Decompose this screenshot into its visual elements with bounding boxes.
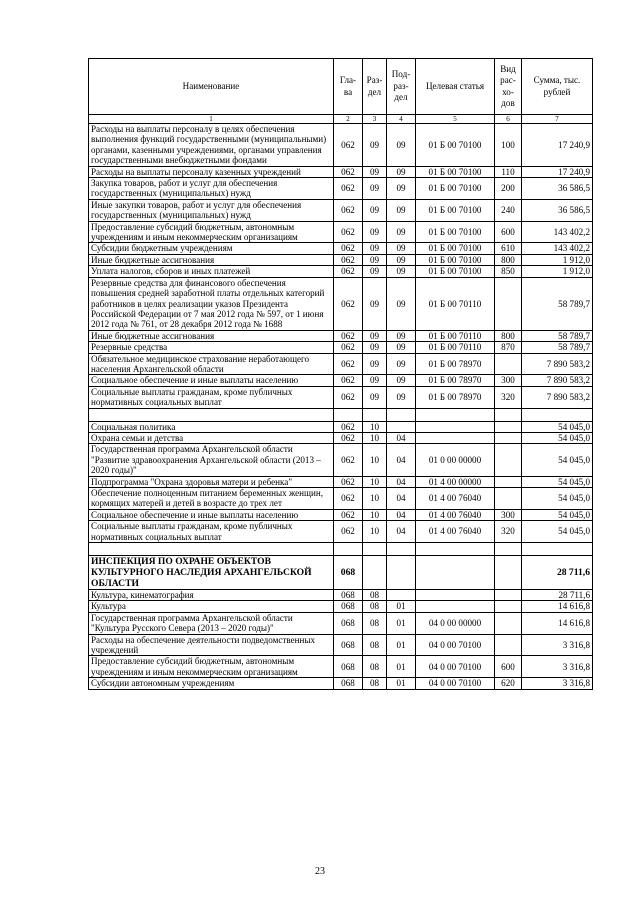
row-sum [522, 543, 593, 556]
row-section: 08 [363, 656, 387, 678]
row-target-article [416, 408, 495, 421]
row-section: 09 [363, 375, 387, 386]
table-row [89, 375, 593, 386]
row-subsection: 01 [387, 601, 416, 612]
table-row [89, 166, 593, 177]
table-row [89, 124, 593, 167]
row-target-article [416, 421, 495, 432]
row-chapter: 068 [334, 634, 363, 656]
row-target-article: 04 0 00 70100 [416, 634, 495, 656]
table-row [89, 634, 593, 656]
row-subsection: 09 [387, 277, 416, 330]
row-subsection: 09 [387, 266, 416, 277]
row-subsection [387, 590, 416, 601]
row-expense-type [495, 432, 522, 443]
row-expense-type: 620 [495, 678, 522, 689]
row-section: 09 [363, 254, 387, 265]
row-name [89, 408, 334, 421]
row-chapter: 068 [334, 556, 363, 590]
row-expense-type: 800 [495, 254, 522, 265]
row-subsection [387, 421, 416, 432]
row-section: 10 [363, 432, 387, 443]
row-chapter: 062 [334, 476, 363, 487]
row-target-article: 01 Б 00 70100 [416, 221, 495, 243]
row-chapter: 062 [334, 488, 363, 510]
row-target-article: 01 4 00 76040 [416, 509, 495, 520]
row-subsection: 01 [387, 634, 416, 656]
row-sum: 54 045,0 [522, 421, 593, 432]
table-row [89, 432, 593, 443]
row-sum: 54 045,0 [522, 432, 593, 443]
row-name: Иные закупки товаров, работ и услуг для обеспечения государственных (муниципальных) нужд [89, 199, 334, 221]
row-sum: 143 402,2 [522, 221, 593, 243]
row-chapter: 062 [334, 386, 363, 408]
row-section: 09 [363, 386, 387, 408]
row-expense-type: 320 [495, 521, 522, 543]
row-chapter: 062 [334, 221, 363, 243]
row-sum: 3 316,8 [522, 634, 593, 656]
row-expense-type [495, 488, 522, 510]
row-chapter: 062 [334, 432, 363, 443]
row-section: 09 [363, 277, 387, 330]
row-chapter: 062 [334, 444, 363, 476]
row-target-article: 01 4 00 76040 [416, 521, 495, 543]
row-target-article: 01 Б 00 70100 [416, 166, 495, 177]
row-chapter: 062 [334, 243, 363, 254]
row-target-article: 04 0 00 00000 [416, 612, 495, 634]
table-row [89, 590, 593, 601]
column-number: 2 [334, 115, 363, 124]
row-sum: 54 045,0 [522, 488, 593, 510]
row-section: 09 [363, 221, 387, 243]
table-row [89, 277, 593, 330]
row-subsection: 09 [387, 166, 416, 177]
row-target-article: 04 0 00 70100 [416, 656, 495, 678]
row-target-article: 01 Б 00 70110 [416, 342, 495, 353]
row-subsection: 09 [387, 124, 416, 167]
row-target-article: 01 4 00 00000 [416, 476, 495, 487]
row-sum: 36 586,5 [522, 199, 593, 221]
row-name: ИНСПЕКЦИЯ ПО ОХРАНЕ ОБЪЕКТОВ КУЛЬТУРНОГО НАСЛЕДИЯ АРХАНГЕЛЬСКОЙ ОБЛАСТИ [89, 556, 334, 590]
row-expense-type: 240 [495, 199, 522, 221]
table-body [89, 124, 593, 690]
row-subsection: 09 [387, 199, 416, 221]
row-expense-type [495, 277, 522, 330]
row-sum: 17 240,9 [522, 124, 593, 167]
row-subsection: 09 [387, 221, 416, 243]
row-section: 08 [363, 601, 387, 612]
row-chapter: 068 [334, 612, 363, 634]
row-sum: 1 912,0 [522, 266, 593, 277]
row-subsection: 04 [387, 432, 416, 443]
row-name: Иные бюджетные ассигнования [89, 254, 334, 265]
row-section: 08 [363, 612, 387, 634]
header-expense-type: Вид рас-хо-дов [495, 59, 522, 115]
row-subsection: 09 [387, 254, 416, 265]
table-row [89, 656, 593, 678]
row-subsection [387, 556, 416, 590]
row-section: 10 [363, 444, 387, 476]
row-target-article [416, 432, 495, 443]
spacer-row [89, 408, 593, 421]
row-name: Субсидии бюджетным учреждениям [89, 243, 334, 254]
row-subsection: 01 [387, 678, 416, 689]
row-name: Субсидии автономным учреждениям [89, 678, 334, 689]
row-expense-type: 800 [495, 330, 522, 341]
row-section: 09 [363, 353, 387, 375]
row-name: Расходы на выплаты персоналу казенных учреждений [89, 166, 334, 177]
row-sum: 7 890 583,2 [522, 386, 593, 408]
row-chapter: 062 [334, 199, 363, 221]
header-sum: Сумма, тыс. рублей [522, 59, 593, 115]
row-subsection: 04 [387, 488, 416, 510]
row-name: Социальное обеспечение и иные выплаты населению [89, 509, 334, 520]
table-row [89, 221, 593, 243]
row-chapter: 062 [334, 124, 363, 167]
table-row [89, 386, 593, 408]
column-numbers-row [89, 115, 593, 124]
row-chapter: 062 [334, 254, 363, 265]
row-sum: 143 402,2 [522, 243, 593, 254]
row-subsection: 01 [387, 656, 416, 678]
row-sum: 54 045,0 [522, 509, 593, 520]
row-name: Закупка товаров, работ и услуг для обеспечения государственных (муниципальных) нужд [89, 178, 334, 200]
row-target-article [416, 556, 495, 590]
row-name: Социальные выплаты гражданам, кроме публичных нормативных социальных выплат [89, 386, 334, 408]
row-sum: 28 711,6 [522, 556, 593, 590]
header-section: Раз-дел [363, 59, 387, 115]
row-sum: 3 316,8 [522, 678, 593, 689]
row-subsection: 04 [387, 521, 416, 543]
row-name: Уплата налогов, сборов и иных платежей [89, 266, 334, 277]
row-name: Государственная программа Архангельской области "Культура Русского Севера (2013 – 2020 годы)" [89, 612, 334, 634]
row-sum: 54 045,0 [522, 444, 593, 476]
row-name: Культура [89, 601, 334, 612]
row-sum: 54 045,0 [522, 476, 593, 487]
row-name: Резервные средства [89, 342, 334, 353]
row-subsection: 09 [387, 386, 416, 408]
column-number: 6 [495, 115, 522, 124]
row-target-article: 01 4 00 76040 [416, 488, 495, 510]
row-chapter: 062 [334, 166, 363, 177]
row-expense-type [495, 408, 522, 421]
row-target-article: 01 Б 00 78970 [416, 375, 495, 386]
row-chapter: 068 [334, 656, 363, 678]
row-expense-type: 850 [495, 266, 522, 277]
row-sum: 58 789,7 [522, 277, 593, 330]
row-sum: 7 890 583,2 [522, 375, 593, 386]
table-row [89, 556, 593, 590]
row-expense-type [495, 601, 522, 612]
table-row [89, 521, 593, 543]
row-subsection: 09 [387, 243, 416, 254]
row-name: Охрана семьи и детства [89, 432, 334, 443]
row-sum: 1 912,0 [522, 254, 593, 265]
row-subsection: 04 [387, 444, 416, 476]
row-name: Расходы на выплаты персоналу в целях обеспечения выполнения функций государственными (муниципальными) органами, казенными учреждениями, органами управления государственными внебюджетными фондами [89, 124, 334, 167]
row-sum: 14 616,8 [522, 612, 593, 634]
row-chapter: 062 [334, 178, 363, 200]
row-chapter: 068 [334, 678, 363, 689]
row-chapter: 062 [334, 277, 363, 330]
row-subsection [387, 543, 416, 556]
table-row [89, 266, 593, 277]
row-target-article: 01 Б 00 70100 [416, 266, 495, 277]
row-chapter: 062 [334, 266, 363, 277]
table-row [89, 199, 593, 221]
row-expense-type: 110 [495, 166, 522, 177]
row-subsection: 09 [387, 375, 416, 386]
row-subsection: 09 [387, 353, 416, 375]
row-section: 09 [363, 266, 387, 277]
row-target-article: 01 Б 00 78970 [416, 353, 495, 375]
row-expense-type: 300 [495, 375, 522, 386]
row-name: Предоставление субсидий бюджетным, автономным учреждениям и иным некоммерческим организациям [89, 656, 334, 678]
row-subsection: 01 [387, 612, 416, 634]
row-section: 08 [363, 590, 387, 601]
row-subsection: 04 [387, 476, 416, 487]
column-number: 3 [363, 115, 387, 124]
row-subsection: 04 [387, 509, 416, 520]
row-name: Резервные средства для финансового обеспечения повышения средней заработной платы отдельных категорий работников в целях реализации указов Президента Российской Федерации от 7 мая 2012 года № 597, от 1 июня 2012 года № 761, от 28 декабря 2012 года № 1688 [89, 277, 334, 330]
row-expense-type: 200 [495, 178, 522, 200]
table-row [89, 612, 593, 634]
row-name: Расходы на обеспечение деятельности подведомственных учреждений [89, 634, 334, 656]
budget-table [88, 58, 593, 690]
row-name: Социальные выплаты гражданам, кроме публичных нормативных социальных выплат [89, 521, 334, 543]
row-section [363, 408, 387, 421]
header-row [89, 59, 593, 115]
row-section [363, 543, 387, 556]
column-number: 1 [89, 115, 334, 124]
row-sum: 58 789,7 [522, 342, 593, 353]
row-expense-type: 600 [495, 221, 522, 243]
row-name: Подпрограмма "Охрана здоровья матери и ребенка" [89, 476, 334, 487]
row-section: 08 [363, 634, 387, 656]
row-expense-type: 870 [495, 342, 522, 353]
row-target-article: 01 0 00 00000 [416, 444, 495, 476]
row-chapter: 062 [334, 509, 363, 520]
row-expense-type: 100 [495, 124, 522, 167]
row-expense-type: 610 [495, 243, 522, 254]
row-target-article: 01 Б 00 70100 [416, 254, 495, 265]
header-target-article: Целевая статья [416, 59, 495, 115]
row-target-article [416, 601, 495, 612]
row-target-article: 04 0 00 70100 [416, 678, 495, 689]
row-name: Обеспечение полноценным питанием беременных женщин, кормящих матерей и детей в возрасте до трех лет [89, 488, 334, 510]
row-section: 09 [363, 124, 387, 167]
spacer-row [89, 543, 593, 556]
row-section: 09 [363, 342, 387, 353]
row-target-article [416, 590, 495, 601]
row-section: 10 [363, 476, 387, 487]
table-row [89, 421, 593, 432]
row-expense-type: 300 [495, 509, 522, 520]
row-target-article: 01 Б 00 70100 [416, 124, 495, 167]
row-chapter: 062 [334, 521, 363, 543]
row-chapter [334, 543, 363, 556]
row-section: 09 [363, 178, 387, 200]
row-section: 08 [363, 678, 387, 689]
row-expense-type: 320 [495, 386, 522, 408]
row-section [363, 556, 387, 590]
row-name: Обязательное медицинское страхование неработающего населения Архангельской области [89, 353, 334, 375]
row-target-article: 01 Б 00 70100 [416, 178, 495, 200]
row-chapter: 068 [334, 590, 363, 601]
table-row [89, 509, 593, 520]
row-sum [522, 408, 593, 421]
header-subsection: Под-раз-дел [387, 59, 416, 115]
row-subsection: 09 [387, 330, 416, 341]
row-target-article: 01 Б 00 70100 [416, 243, 495, 254]
column-number: 5 [416, 115, 495, 124]
row-target-article [416, 543, 495, 556]
row-section: 10 [363, 421, 387, 432]
row-expense-type [495, 612, 522, 634]
row-sum: 58 789,7 [522, 330, 593, 341]
row-chapter: 068 [334, 601, 363, 612]
row-chapter [334, 408, 363, 421]
row-expense-type [495, 634, 522, 656]
row-sum: 17 240,9 [522, 166, 593, 177]
row-target-article: 01 Б 00 70100 [416, 199, 495, 221]
row-expense-type [495, 353, 522, 375]
table-row [89, 678, 593, 689]
row-name: Социальное обеспечение и иные выплаты населению [89, 375, 334, 386]
row-name: Иные бюджетные ассигнования [89, 330, 334, 341]
row-section: 09 [363, 199, 387, 221]
table-row [89, 243, 593, 254]
row-chapter: 062 [334, 375, 363, 386]
row-name: Предоставление субсидий бюджетным, автономным учреждениям и иным некоммерческим организациям [89, 221, 334, 243]
row-chapter: 062 [334, 342, 363, 353]
row-section: 10 [363, 488, 387, 510]
row-target-article: 01 Б 00 78970 [416, 386, 495, 408]
row-section: 10 [363, 521, 387, 543]
row-sum: 36 586,5 [522, 178, 593, 200]
row-expense-type [495, 543, 522, 556]
row-section: 10 [363, 509, 387, 520]
table-row [89, 444, 593, 476]
column-number: 4 [387, 115, 416, 124]
row-section: 09 [363, 243, 387, 254]
table-row [89, 476, 593, 487]
row-name: Социальная политика [89, 421, 334, 432]
row-target-article: 01 Б 00 70110 [416, 277, 495, 330]
row-sum: 3 316,8 [522, 656, 593, 678]
row-expense-type [495, 444, 522, 476]
row-expense-type [495, 476, 522, 487]
table-row [89, 254, 593, 265]
table-row [89, 488, 593, 510]
row-expense-type [495, 421, 522, 432]
table-row [89, 353, 593, 375]
row-name [89, 543, 334, 556]
table-row [89, 178, 593, 200]
row-expense-type [495, 590, 522, 601]
row-sum: 7 890 583,2 [522, 353, 593, 375]
row-target-article: 01 Б 00 70110 [416, 330, 495, 341]
row-sum: 54 045,0 [522, 521, 593, 543]
row-subsection: 09 [387, 342, 416, 353]
row-expense-type [495, 556, 522, 590]
row-section: 09 [363, 166, 387, 177]
table-row [89, 330, 593, 341]
column-number: 7 [522, 115, 593, 124]
table-row [89, 342, 593, 353]
header-chapter: Гла-ва [334, 59, 363, 115]
row-section: 09 [363, 330, 387, 341]
row-subsection [387, 408, 416, 421]
row-subsection: 09 [387, 178, 416, 200]
row-sum: 28 711,6 [522, 590, 593, 601]
header-name: Наименование [89, 59, 334, 115]
table-row [89, 601, 593, 612]
row-chapter: 062 [334, 353, 363, 375]
row-expense-type: 600 [495, 656, 522, 678]
row-name: Культура, кинематография [89, 590, 334, 601]
row-sum: 14 616,8 [522, 601, 593, 612]
row-name: Государственная программа Архангельской области "Развитие здравоохранения Архангельской области (2013 – 2020 годы)" [89, 444, 334, 476]
row-chapter: 062 [334, 330, 363, 341]
page-number: 23 [315, 866, 325, 877]
row-chapter: 062 [334, 421, 363, 432]
